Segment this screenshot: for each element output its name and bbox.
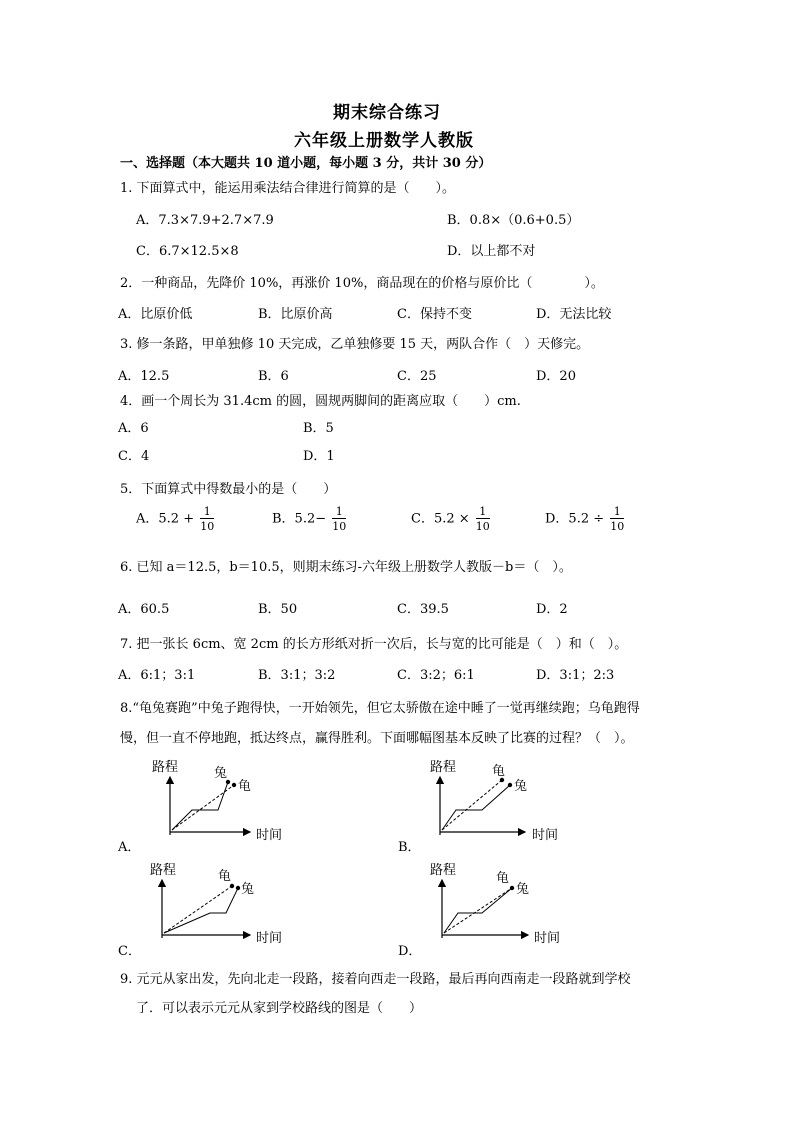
end-dot [510, 886, 514, 890]
turtle-label: 龟 [238, 779, 252, 794]
question-1-option-c[interactable]: C．6.7×12.5×8 [136, 244, 239, 259]
rabbit-dot [508, 783, 512, 787]
turtle-line [164, 886, 232, 933]
option-a-expression: A．5.2 + [136, 511, 195, 527]
question-7-option-a[interactable]: A．6:1；3:1 [118, 668, 196, 683]
fraction: $\frac{1}{10}$ [200, 505, 215, 533]
y-axis-label: 路程 [150, 863, 177, 878]
question-2-stem: 2．一种商品，先降价 10%，再涨价 10%，商品现在的价格与原价比（ ）。 [120, 276, 604, 291]
fraction: $\frac{1}{10}$ [475, 505, 490, 533]
rabbit-dot [236, 886, 240, 890]
question-1-option-a[interactable]: A．7.3×7.9+2.7×7.9 [136, 213, 274, 228]
question-5-option-a[interactable] [136, 506, 216, 532]
question-3-option-b[interactable]: B．6 [258, 369, 289, 384]
graph-d-label[interactable]: D． [398, 944, 422, 959]
question-7-option-d[interactable]: D．3:1；2:3 [536, 668, 615, 683]
rabbit-label: 兔 [241, 882, 255, 897]
question-1-option-d[interactable]: D．以上都不对 [447, 244, 536, 259]
question-3-option-c[interactable]: C．25 [397, 369, 437, 384]
question-1-stem: 1. 下面算式中，能运用乘法结合律进行简算的是（ ）。 [120, 181, 456, 196]
option-c-expression: C．5.2 × [411, 511, 470, 527]
rabbit-line [172, 782, 228, 830]
question-1-option-b[interactable]: B．0.8×（0.6+0.5） [447, 213, 580, 228]
question-5-option-b[interactable] [272, 506, 348, 532]
option-d-expression: D．5.2 ÷ [545, 511, 605, 527]
x-axis-label: 时间 [532, 828, 559, 843]
y-axis-label: 路程 [152, 760, 179, 775]
x-axis-label: 时间 [534, 931, 561, 946]
question-5-stem: 5．下面算式中得数最小的是（ ） [120, 482, 337, 497]
question-6-option-c[interactable]: C．39.5 [397, 602, 449, 617]
question-4-stem: 4．画一个周长为 31.4cm 的圆，圆规两脚间的距离应取（ ）cm. [120, 394, 521, 409]
graph-c-label[interactable]: C． [118, 944, 141, 959]
question-7-option-c[interactable]: C．3:2；6:1 [397, 668, 475, 683]
turtle-dot [230, 884, 234, 888]
question-3-stem: 3. 修一条路，甲单独修 10 天完成，乙单独修要 15 天，两队合作（ ）天修完。 [120, 337, 590, 352]
question-6-option-b[interactable]: B．50 [258, 602, 298, 617]
graph-d[interactable] [420, 858, 570, 948]
rabbit-line [164, 888, 238, 933]
section-heading: 一、选择题（本大题共 10 道小题，每小题 3 分，共计 30 分） [120, 156, 492, 171]
question-8-line-1: 8.“龟兔赛跑”中兔子跑得快，一开始领先，但它太骄傲在途中睡了一觉再继续跑；乌龟跑得 [120, 701, 640, 716]
question-6-stem: 6. 已知 a＝12.5，b＝10.5，则期末练习-六年级上册数学人教版－b＝（ ）。 [120, 560, 572, 575]
question-6-option-d[interactable]: D．2 [536, 602, 568, 617]
fraction: $\frac{1}{10}$ [610, 505, 625, 533]
rabbit-label: 兔 [214, 766, 228, 781]
graph-c[interactable] [140, 858, 290, 948]
turtle-label: 龟 [218, 869, 232, 884]
turtle-line [444, 888, 512, 933]
question-4-option-d[interactable]: D．1 [303, 449, 335, 464]
turtle-dot [232, 783, 236, 787]
y-axis-label: 路程 [430, 760, 457, 775]
question-9-line-1: 9. 元元从家出发，先向北走一段路，接着向西走一段路，最后再向西南走一段路就到学校 [120, 972, 631, 987]
question-2-option-b[interactable]: B．比原价高 [258, 307, 333, 322]
page-subtitle: 六年级上册数学人教版 [294, 131, 474, 151]
turtle-label: 龟 [492, 764, 506, 779]
y-axis-label: 路程 [430, 863, 457, 878]
turtle-line [442, 780, 502, 830]
option-b-expression: B．5.2− [272, 511, 327, 527]
question-4-option-b[interactable]: B．5 [303, 421, 334, 436]
rabbit-line [442, 785, 510, 830]
page-title: 期末综合练习 [333, 103, 441, 123]
fraction: $\frac{1}{10}$ [332, 505, 347, 533]
question-9-line-2: 了．可以表示元元从家到学校路线的图是（ ） [136, 1001, 423, 1016]
x-axis-label: 时间 [256, 828, 283, 843]
turtle-line [172, 785, 234, 830]
question-8-line-2: 慢，但一直不停地跑，抵达终点，赢得胜利。下面哪幅图基本反映了比赛的过程？（ ）。 [120, 731, 634, 746]
question-7-stem: 7. 把一张长 6cm、宽 2cm 的长方形纸对折一次后，长与宽的比可能是（ ）和（ ）。 [120, 637, 628, 652]
graph-a-label[interactable]: A． [118, 840, 141, 855]
graph-b-label[interactable]: B． [398, 840, 421, 855]
rabbit-label: 兔 [516, 882, 530, 897]
question-5-option-d[interactable] [545, 506, 626, 532]
question-4-option-a[interactable]: A．6 [118, 421, 149, 436]
question-3-option-d[interactable]: D．20 [536, 369, 576, 384]
question-2-option-c[interactable]: C．保持不变 [397, 307, 472, 322]
question-2-option-a[interactable]: A．比原价低 [118, 307, 193, 322]
question-7-option-b[interactable]: B．3:1；3:2 [258, 668, 336, 683]
question-5-option-c[interactable] [411, 506, 492, 532]
graph-b[interactable] [420, 755, 570, 845]
question-3-option-a[interactable]: A．12.5 [118, 369, 170, 384]
question-6-option-a[interactable]: A．60.5 [118, 602, 170, 617]
question-4-option-c[interactable]: C．4 [118, 449, 150, 464]
x-axis-label: 时间 [256, 931, 283, 946]
question-2-option-d[interactable]: D．无法比较 [536, 307, 612, 322]
rabbit-label: 兔 [514, 779, 528, 794]
turtle-label: 龟 [496, 871, 510, 886]
graph-a[interactable] [150, 755, 300, 845]
